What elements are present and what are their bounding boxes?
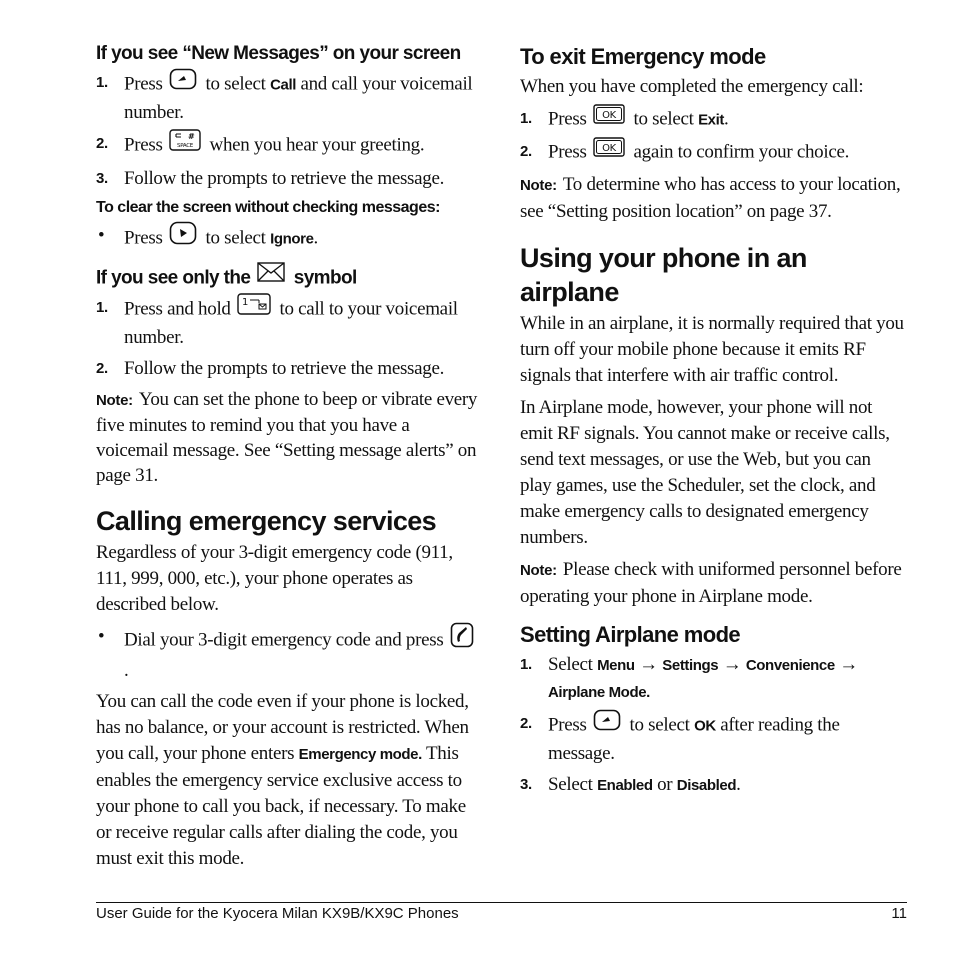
step-number: 3. bbox=[520, 776, 532, 793]
right-column bbox=[520, 42, 904, 804]
voicemail-key-icon bbox=[237, 293, 271, 323]
envelope-icon bbox=[257, 262, 285, 291]
setting-airplane-steps bbox=[520, 652, 904, 799]
pound-space-key-icon bbox=[169, 129, 201, 159]
step-number: 2. bbox=[520, 143, 532, 160]
arrow-icon: → bbox=[722, 654, 742, 675]
only-symbol-heading bbox=[96, 264, 480, 293]
step-text: Press bbox=[124, 227, 163, 249]
step-text: to select bbox=[633, 108, 694, 130]
step-text: Press bbox=[124, 73, 163, 95]
heading-text: symbol bbox=[293, 267, 357, 289]
step-number: 2. bbox=[96, 360, 108, 377]
list-item bbox=[96, 70, 480, 126]
emergency-body bbox=[96, 689, 480, 872]
list-item bbox=[520, 106, 904, 134]
note-uniformed-personnel bbox=[520, 557, 904, 610]
heading-text: If you see only the bbox=[96, 267, 251, 289]
ui-term: Ignore bbox=[270, 230, 314, 248]
step-text: to select bbox=[629, 714, 690, 736]
ui-term: OK bbox=[694, 717, 716, 735]
note-label: Note: bbox=[96, 392, 133, 409]
step-text: . bbox=[736, 774, 741, 795]
list-item bbox=[520, 652, 904, 706]
step-text: Press bbox=[548, 714, 587, 736]
svg-text:1: 1 bbox=[242, 297, 249, 308]
arrow-icon: → bbox=[639, 654, 658, 675]
step-text: Select bbox=[548, 654, 593, 675]
note-voicemail-alerts bbox=[96, 387, 480, 488]
step-text: Press bbox=[548, 141, 587, 163]
note-label: Note: bbox=[520, 562, 557, 579]
bullet-icon: • bbox=[98, 626, 105, 647]
list-item bbox=[96, 166, 480, 192]
ui-term: Emergency mode. bbox=[298, 746, 422, 763]
emergency-intro: Regardless of your 3-digit emergency code (911, 111, 999, 000, etc.), your phone operates as described below. bbox=[96, 542, 453, 615]
exit-intro: When you have completed the emergency call: bbox=[520, 76, 864, 97]
step-text: to select bbox=[205, 227, 266, 249]
note-text: To determine who has access to your location, see “Setting position location” on page 37. bbox=[520, 174, 901, 222]
airplane-heading: Using your phone in an airplane bbox=[520, 243, 807, 307]
page-footer bbox=[96, 902, 907, 922]
step-text: Press bbox=[548, 108, 587, 130]
step-number: 1. bbox=[520, 110, 532, 127]
exit-steps bbox=[520, 106, 904, 167]
left-softkey-icon bbox=[169, 68, 197, 98]
list-item bbox=[96, 131, 480, 161]
note-text: Please check with uniformed personnel before operating your phone in Airplane mode. bbox=[520, 559, 902, 607]
list-item bbox=[96, 295, 480, 351]
svg-text:OK: OK bbox=[602, 110, 616, 121]
step-text: after reading the message. bbox=[548, 714, 840, 764]
step-number: 1. bbox=[96, 299, 108, 316]
step-text: when you hear your greeting. bbox=[209, 134, 425, 156]
emergency-bullet bbox=[96, 624, 480, 684]
page-number: 11 bbox=[891, 905, 907, 922]
list-item bbox=[520, 772, 904, 799]
step-text: to call to your voicemail number. bbox=[124, 298, 458, 348]
ui-term: Exit bbox=[698, 111, 724, 129]
step-number: 1. bbox=[96, 74, 108, 91]
step-text: . bbox=[724, 108, 729, 130]
step-text: . bbox=[313, 227, 318, 249]
step-number: 3. bbox=[96, 170, 108, 187]
step-number: 2. bbox=[96, 135, 108, 152]
svg-text:#: # bbox=[188, 132, 195, 141]
ui-term: Settings bbox=[662, 657, 719, 674]
ui-term: Convenience bbox=[745, 657, 835, 674]
ui-term: Menu bbox=[597, 657, 635, 674]
bullet-icon: • bbox=[98, 225, 105, 246]
step-text: Press bbox=[124, 134, 163, 156]
ui-term: Call bbox=[270, 76, 296, 94]
ui-term: Enabled bbox=[597, 777, 653, 794]
footer-title: User Guide for the Kyocera Milan KX9B/KX9C Phones bbox=[96, 905, 459, 922]
new-messages-steps bbox=[96, 70, 480, 192]
list-item bbox=[520, 139, 904, 167]
ui-term: Disabled bbox=[676, 777, 737, 794]
step-number: 2. bbox=[520, 715, 532, 732]
arrow-icon: → bbox=[839, 654, 858, 675]
ui-term: Airplane Mode. bbox=[548, 684, 650, 701]
step-text: and call your voicemail number. bbox=[124, 73, 473, 123]
step-text: Follow the prompts to retrieve the message. bbox=[124, 358, 445, 379]
left-column bbox=[96, 40, 480, 878]
list-item bbox=[520, 711, 904, 767]
emergency-heading: Calling emergency services bbox=[96, 506, 437, 536]
paragraph-text: This enables the emergency service exclusive access to your phone to call you back, if necessary. To make or receive regular calls after dialing the code, you must exit this mode. bbox=[96, 743, 466, 869]
svg-text:OK: OK bbox=[602, 143, 616, 154]
airplane-body: In Airplane mode, however, your phone will not emit RF signals. You cannot make or receive calls, send text messages, or use the Web, but you can play games, use the Scheduler, set the clock, and make emergency calls to designated emergency numbers. bbox=[520, 397, 890, 548]
ok-key-icon bbox=[593, 137, 625, 165]
left-softkey-icon bbox=[593, 709, 621, 739]
right-softkey-icon bbox=[169, 221, 197, 253]
clear-screen-heading: To clear the screen without checking messages: bbox=[96, 199, 440, 216]
new-messages-heading: If you see “New Messages” on your screen bbox=[96, 43, 461, 64]
step-text: Follow the prompts to retrieve the message. bbox=[124, 168, 445, 189]
ok-key-icon bbox=[593, 104, 625, 132]
step-number: 1. bbox=[520, 656, 532, 673]
send-key-icon bbox=[450, 622, 474, 656]
clear-bullet bbox=[96, 223, 480, 255]
note-position-location bbox=[520, 172, 904, 225]
paragraph-text: You can call the code even if your phone is locked, has no balance, or your account is restricted. When you call, your phone enters bbox=[96, 691, 469, 764]
step-text: . bbox=[124, 660, 129, 681]
svg-text:SPACE: SPACE bbox=[177, 143, 194, 149]
step-text: Press and hold bbox=[124, 298, 231, 320]
step-text: again to confirm your choice. bbox=[633, 141, 850, 163]
airplane-intro: While in an airplane, it is normally required that you turn off your mobile phone because it emits RF signals that interfere with air traffic control. bbox=[520, 313, 904, 386]
setting-airplane-heading: Setting Airplane mode bbox=[520, 622, 741, 647]
step-text: Dial your 3-digit emergency code and press bbox=[124, 629, 444, 651]
only-symbol-steps bbox=[96, 295, 480, 382]
note-text: You can set the phone to beep or vibrate every five minutes to remind you that you have a voicemail message. See “Setting message alerts” on page 31. bbox=[96, 389, 478, 486]
list-item bbox=[96, 356, 480, 382]
exit-emergency-heading: To exit Emergency mode bbox=[520, 44, 766, 69]
step-text: Select bbox=[548, 774, 593, 795]
step-text: to select bbox=[205, 73, 266, 95]
note-label: Note: bbox=[520, 177, 557, 194]
step-text: or bbox=[657, 774, 673, 795]
